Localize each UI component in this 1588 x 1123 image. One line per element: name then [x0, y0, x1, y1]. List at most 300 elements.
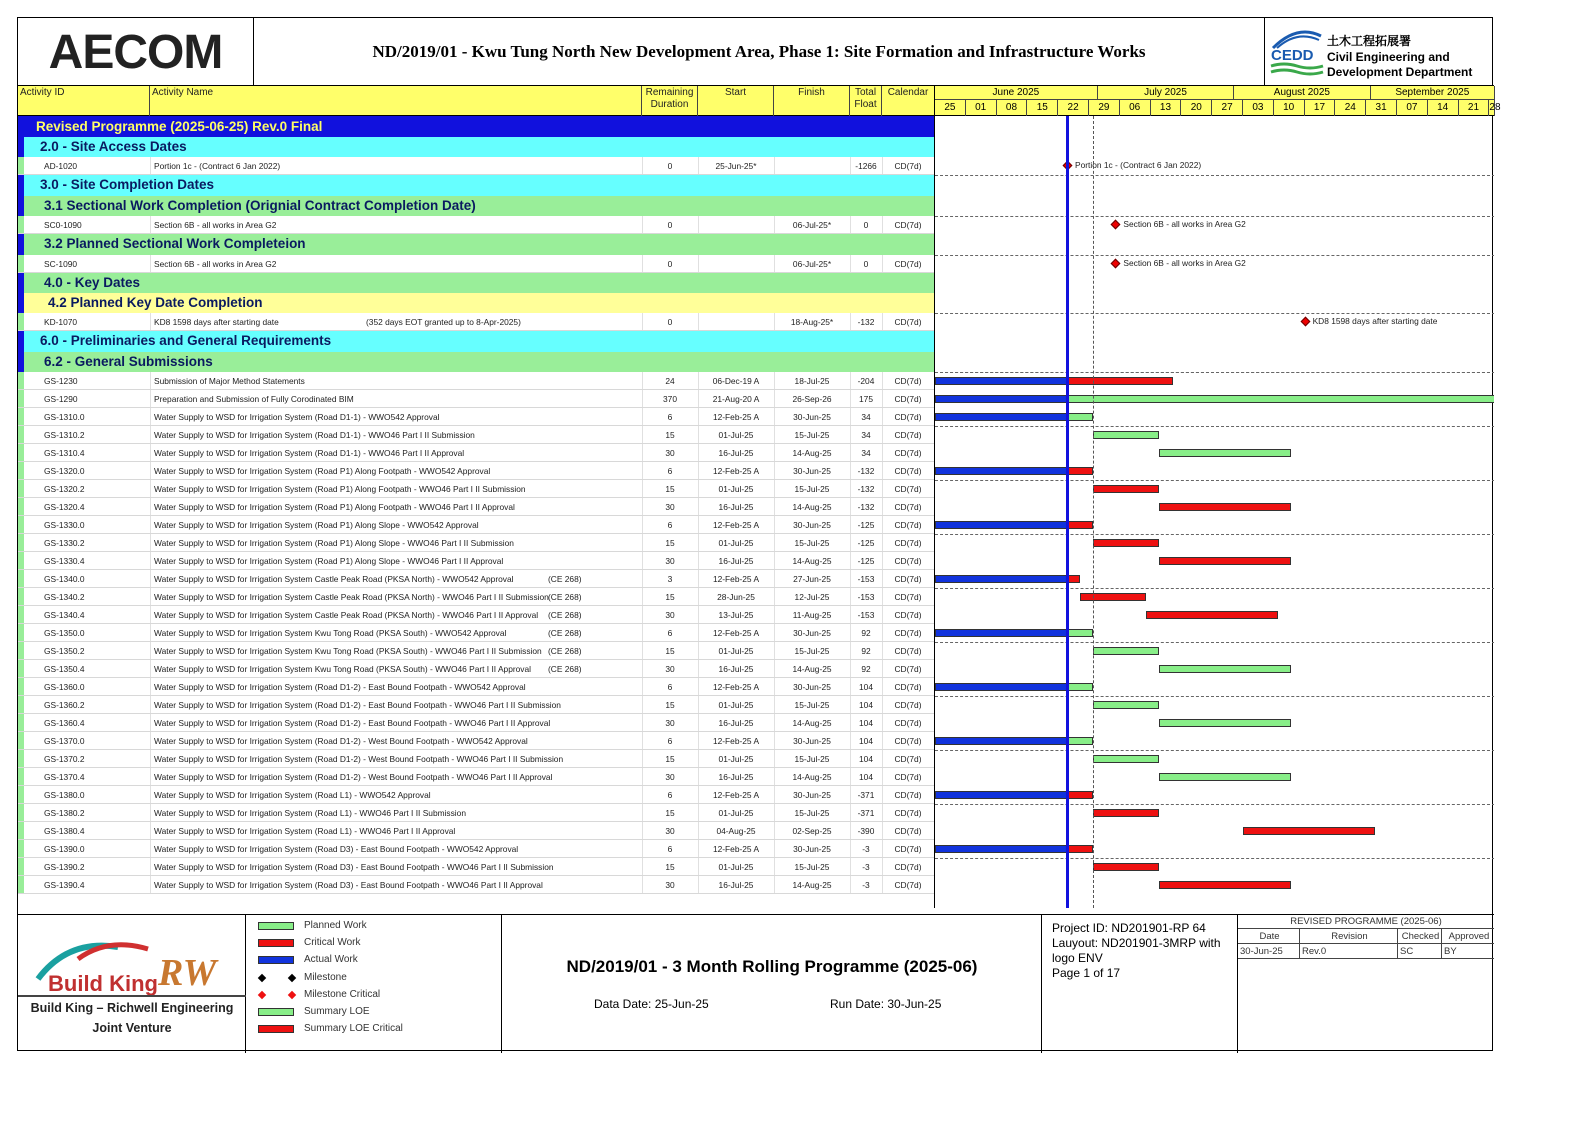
- project-info: [1042, 915, 1238, 1053]
- total-float: -204: [857, 376, 875, 387]
- wbs-indent-strip: [18, 678, 24, 695]
- table-row: [18, 750, 934, 768]
- table-row: [18, 255, 934, 273]
- activity-name: Water Supply to WSD for Irrigation System (Road L1) - WWO46 Part I II Submission: [154, 808, 466, 819]
- legend-swatch: [258, 956, 294, 964]
- remaining-duration: 0: [667, 258, 673, 269]
- critical-work-bar: [1159, 557, 1291, 565]
- week-label: 20: [1181, 100, 1212, 116]
- col-start: Start: [698, 86, 774, 116]
- actual-work-bar: [935, 737, 1067, 745]
- cedd-logo-icon: [1269, 26, 1325, 78]
- legend-item: [256, 936, 496, 950]
- finish-date: 14-Aug-25: [792, 502, 832, 513]
- svg-text:RW: RW: [158, 952, 217, 994]
- finish-date: 14-Aug-25: [792, 664, 832, 675]
- wbs-indent-strip: [18, 157, 24, 174]
- wbs-label: 3.0 - Site Completion Dates: [40, 177, 215, 193]
- finish-date: 06-Jul-25*: [792, 220, 832, 231]
- legend-label: Milestone Critical: [304, 988, 381, 1000]
- actual-work-bar: [935, 395, 1067, 403]
- total-float: -125: [857, 556, 875, 567]
- wbs-band: [18, 196, 934, 216]
- activity-name: Water Supply to WSD for Irrigation System (Road L1) - WWO46 Part I II Approval: [154, 826, 456, 837]
- gantt-reference-line: [1093, 116, 1094, 908]
- activity-name: Water Supply to WSD for Irrigation System (Road D1-2) - East Bound Footpath - WWO46 Part I II Approval: [154, 718, 551, 729]
- critical-work-bar: [1146, 611, 1278, 619]
- remaining-duration: 24: [665, 376, 675, 387]
- activity-id: GS-1330.2: [44, 538, 85, 549]
- actual-work-bar: [935, 791, 1067, 799]
- activity-name: Water Supply to WSD for Irrigation System (Road P1) Along Footpath - WWO542 Approval: [154, 466, 491, 477]
- wbs-indent-strip: [18, 624, 24, 641]
- total-float: -390: [857, 826, 875, 837]
- table-row: [18, 876, 934, 894]
- cedd-english-name-line2: Development Department: [1327, 65, 1473, 79]
- activity-id: GS-1230: [44, 376, 78, 387]
- programme-title: ND/2019/01 - 3 Month Rolling Programme (2025-06): [566, 957, 978, 976]
- total-float: -132: [857, 502, 875, 513]
- revision-header-cell: Approved: [1448, 931, 1490, 942]
- wbs-indent-strip: [18, 313, 24, 330]
- activity-name: Water Supply to WSD for Irrigation System Kwu Tong Road (PKSA South) - WWO46 Part I II Approval: [154, 664, 532, 675]
- finish-date: 26-Sep-26: [792, 394, 832, 405]
- wbs-indent-strip: [18, 696, 24, 713]
- week-label: 03: [1243, 100, 1274, 116]
- remaining-duration: 0: [667, 317, 673, 328]
- table-row: [18, 804, 934, 822]
- remaining-duration: 30: [665, 772, 675, 783]
- remaining-duration: 370: [663, 394, 677, 405]
- finish-date: 18-Jul-25: [794, 376, 830, 387]
- legend-milestone-icon: [288, 973, 296, 981]
- calendar: CD(7d): [894, 682, 922, 693]
- start-date: 13-Jul-25: [718, 610, 754, 621]
- legend-label: Summary LOE: [304, 1006, 370, 1017]
- gantt-group-separator: [935, 534, 1494, 535]
- remaining-duration: 15: [665, 862, 675, 873]
- calendar: CD(7d): [894, 430, 922, 441]
- calendar: CD(7d): [894, 502, 922, 513]
- legend-milestone-icon: [258, 973, 266, 981]
- wbs-indent-strip: [18, 408, 24, 425]
- total-float: -125: [857, 538, 875, 549]
- build-king-logo-icon: [18, 929, 246, 1009]
- start-date: 21-Aug-20 A: [712, 394, 760, 405]
- start-date: 12-Feb-25 A: [712, 790, 760, 801]
- total-float: 104: [859, 754, 873, 765]
- legend: [246, 915, 502, 1053]
- planned-work-bar: [1159, 773, 1291, 781]
- wbs-indent-strip: [18, 293, 24, 313]
- wbs-indent-strip: [18, 352, 24, 372]
- activity-name: Water Supply to WSD for Irrigation System Castle Peak Road (PKSA North) - WWO46 Part I II Submission: [154, 592, 549, 603]
- remaining-duration: 15: [665, 754, 675, 765]
- cedd-chinese-name: 土木工程拓展署: [1327, 34, 1412, 48]
- legend-item: [256, 1022, 496, 1036]
- svg-text:CEDD: CEDD: [1271, 47, 1314, 64]
- activity-id: GS-1370.0: [44, 736, 85, 747]
- finish-date: 27-Jun-25: [793, 574, 831, 585]
- remaining-duration: 15: [665, 592, 675, 603]
- wbs-indent-strip: [18, 175, 24, 195]
- col-activity-id: Activity ID: [18, 86, 150, 116]
- legend-item: [256, 971, 496, 985]
- data-date: Data Date: 25-Jun-25: [594, 997, 709, 1011]
- legend-milestone-icon: [258, 991, 266, 999]
- table-row: [18, 588, 934, 606]
- remaining-duration: 30: [665, 610, 675, 621]
- contractor-name-line2: Joint Venture: [92, 1021, 172, 1035]
- calendar: CD(7d): [894, 790, 922, 801]
- wbs-indent-strip: [18, 552, 24, 569]
- gantt-group-separator: [935, 175, 1494, 176]
- finish-date: 15-Jul-25: [794, 538, 830, 549]
- legend-swatch: [258, 922, 294, 930]
- activity-id: GS-1360.2: [44, 700, 85, 711]
- start-date: 01-Jul-25: [718, 538, 754, 549]
- month-label: August 2025: [1234, 86, 1370, 100]
- wbs-indent-strip: [18, 804, 24, 821]
- programme-info: [502, 915, 1042, 1053]
- finish-date: 06-Jul-25*: [792, 258, 832, 269]
- calendar: CD(7d): [894, 754, 922, 765]
- wbs-label: 3.2 Planned Sectional Work Completeion: [44, 236, 306, 252]
- activity-name: Section 6B - all works in Area G2: [154, 220, 277, 231]
- table-row: [18, 480, 934, 498]
- wbs-indent-strip: [18, 480, 24, 497]
- activity-name: Submission of Major Method Statements: [154, 376, 305, 387]
- contractor-name-line1: Build King – Richwell Engineering: [30, 1001, 234, 1015]
- calendar: CD(7d): [894, 556, 922, 567]
- critical-work-bar: [1159, 881, 1291, 889]
- total-float: 92: [861, 628, 871, 639]
- total-float: 104: [859, 718, 873, 729]
- legend-label: Actual Work: [304, 954, 358, 966]
- layout-name: Lauyout: ND201901-3MRP with logo ENV: [1052, 936, 1221, 965]
- col-calendar: Calendar: [887, 87, 929, 98]
- activity-id: GS-1330.0: [44, 520, 85, 531]
- week-label: 27: [1212, 100, 1243, 116]
- week-label: 22: [1058, 100, 1089, 116]
- activity-id: GS-1380.2: [44, 808, 85, 819]
- activity-id: GS-1370.2: [44, 754, 85, 765]
- activity-name: Water Supply to WSD for Irrigation System (Road D1-1) - WWO46 Part I II Submission: [154, 430, 475, 441]
- month-label: June 2025: [935, 86, 1098, 100]
- legend-swatch: [258, 1008, 294, 1016]
- finish-date: 15-Jul-25: [794, 808, 830, 819]
- planned-work-bar: [1067, 683, 1093, 691]
- critical-work-bar: [1093, 485, 1159, 493]
- table-row: [18, 606, 934, 624]
- gantt-group-separator: [935, 696, 1494, 697]
- wbs-indent-strip: [18, 534, 24, 551]
- calendar: CD(7d): [894, 862, 922, 873]
- revision-cell: 30-Jun-25: [1238, 944, 1300, 959]
- start-date: 06-Dec-19 A: [712, 376, 760, 387]
- start-date: 25-Jun-25*: [715, 161, 757, 172]
- table-row: [18, 552, 934, 570]
- week-label: 24: [1335, 100, 1366, 116]
- wbs-indent-strip: [18, 273, 24, 293]
- calendar: CD(7d): [894, 317, 922, 328]
- planned-work-bar: [1159, 449, 1291, 457]
- wbs-label: 6.0 - Preliminaries and General Requirements: [40, 333, 332, 349]
- calendar: CD(7d): [894, 664, 922, 675]
- table-row: [18, 216, 934, 234]
- wbs-indent-strip: [18, 516, 24, 533]
- activity-name: Section 6B - all works in Area G2: [154, 258, 277, 269]
- total-float: 92: [861, 664, 871, 675]
- total-float: -3: [862, 862, 870, 873]
- wbs-indent-strip: [18, 642, 24, 659]
- wbs-indent-strip: [18, 116, 24, 137]
- calendar: CD(7d): [894, 484, 922, 495]
- total-float: 0: [863, 258, 869, 269]
- activity-name: Water Supply to WSD for Irrigation System (Road D3) - East Bound Footpath - WWO46 Part I II Submission: [154, 862, 554, 873]
- week-label: 31: [1366, 100, 1397, 116]
- calendar: CD(7d): [894, 592, 922, 603]
- contractor-logo-block: [18, 915, 246, 1053]
- week-label: 14: [1428, 100, 1459, 116]
- activity-name: Water Supply to WSD for Irrigation System (Road D1-2) - East Bound Footpath - WWO46 Part I II Submission: [154, 700, 561, 711]
- calendar: CD(7d): [894, 610, 922, 621]
- calendar: CD(7d): [894, 628, 922, 639]
- wbs-indent-strip: [18, 234, 24, 254]
- start-date: 12-Feb-25 A: [712, 736, 760, 747]
- remaining-duration: 6: [667, 520, 673, 531]
- remaining-duration: 15: [665, 430, 675, 441]
- activity-name: Water Supply to WSD for Irrigation System (Road P1) Along Slope - WWO46 Part I II Submission: [154, 538, 514, 549]
- gantt-group-separator: [935, 588, 1494, 589]
- table-row: [18, 696, 934, 714]
- start-date: 12-Feb-25 A: [712, 628, 760, 639]
- activity-id: GS-1320.2: [44, 484, 85, 495]
- total-float: 34: [861, 448, 871, 459]
- critical-work-bar: [1067, 377, 1173, 385]
- activity-note: (CE 268): [548, 664, 582, 675]
- calendar: CD(7d): [894, 376, 922, 387]
- table-row: [18, 408, 934, 426]
- total-float: 104: [859, 700, 873, 711]
- revision-table: [1238, 915, 1494, 1053]
- milestone-critical-mark: [1111, 258, 1121, 268]
- remaining-duration: 6: [667, 844, 673, 855]
- calendar: CD(7d): [894, 412, 922, 423]
- remaining-duration: 15: [665, 646, 675, 657]
- project-id: Project ID: ND201901-RP 64: [1052, 921, 1206, 935]
- legend-label: Critical Work: [304, 937, 361, 949]
- total-float: -132: [857, 466, 875, 477]
- start-date: 12-Feb-25 A: [712, 574, 760, 585]
- wbs-indent-strip: [18, 390, 24, 407]
- activity-id: KD-1070: [44, 317, 78, 328]
- start-date: 01-Jul-25: [718, 862, 754, 873]
- wbs-band: [18, 116, 934, 137]
- gantt-group-separator: [935, 642, 1494, 643]
- activity-name: Water Supply to WSD for Irrigation System (Road D1-1) - WWO46 Part I II Approval: [154, 448, 465, 459]
- wbs-band: [18, 331, 934, 351]
- finish-date: 14-Aug-25: [792, 880, 832, 891]
- legend-item: [256, 988, 496, 1002]
- legend-milestone-icon: [288, 991, 296, 999]
- revision-header-cell: Revision: [1300, 929, 1398, 944]
- finish-date: 15-Jul-25: [794, 700, 830, 711]
- activity-id: GS-1350.0: [44, 628, 85, 639]
- week-label: 17: [1305, 100, 1336, 116]
- calendar: CD(7d): [894, 220, 922, 231]
- start-date: 16-Jul-25: [718, 556, 754, 567]
- gantt-group-separator: [935, 372, 1494, 373]
- activity-name: Water Supply to WSD for Irrigation System Castle Peak Road (PKSA North) - WWO542 Approval: [154, 574, 514, 585]
- wbs-indent-strip: [18, 570, 24, 587]
- programme-sheet: [17, 17, 1501, 1051]
- total-float: -371: [857, 790, 875, 801]
- finish-date: 18-Aug-25*: [790, 317, 834, 328]
- activity-id: GS-1290: [44, 394, 78, 405]
- legend-swatch: [258, 939, 294, 947]
- finish-date: 14-Aug-25: [792, 718, 832, 729]
- table-row: [18, 714, 934, 732]
- critical-work-bar: [1093, 539, 1159, 547]
- remaining-duration: 6: [667, 790, 673, 801]
- remaining-duration: 15: [665, 808, 675, 819]
- wbs-indent-strip: [18, 216, 24, 233]
- start-date: 16-Jul-25: [718, 664, 754, 675]
- page-number: Page 1 of 17: [1052, 966, 1121, 980]
- activity-name: Water Supply to WSD for Irrigation System (Road D1-2) - West Bound Footpath - WWO542 Approval: [154, 736, 528, 747]
- aecom-logo: [18, 18, 254, 86]
- remaining-duration: 6: [667, 466, 673, 477]
- finish-date: 14-Aug-25: [792, 448, 832, 459]
- wbs-band: [18, 175, 934, 195]
- calendar: CD(7d): [894, 826, 922, 837]
- data-date-line: [1066, 116, 1069, 908]
- remaining-duration: 30: [665, 502, 675, 513]
- activity-id: SC0-1090: [44, 220, 82, 231]
- critical-work-bar: [1067, 467, 1093, 475]
- milestone-label: KD8 1598 days after starting date: [1312, 316, 1438, 327]
- table-row: [18, 313, 934, 331]
- table-row: [18, 732, 934, 750]
- wbs-band: [18, 273, 934, 293]
- activity-id: GS-1360.0: [44, 682, 85, 693]
- critical-work-bar: [1243, 827, 1375, 835]
- wbs-indent-strip: [18, 840, 24, 857]
- finish-date: 11-Aug-25: [792, 610, 832, 621]
- wbs-label: 2.0 - Site Access Dates: [40, 139, 187, 154]
- wbs-label: 4.0 - Key Dates: [44, 274, 141, 290]
- gantt-chart: [934, 116, 1494, 908]
- wbs-indent-strip: [18, 331, 24, 351]
- start-date: 01-Jul-25: [718, 484, 754, 495]
- finish-date: 15-Jul-25: [794, 754, 830, 765]
- start-date: 01-Jul-25: [718, 700, 754, 711]
- activity-id: GS-1340.0: [44, 574, 85, 585]
- activity-id: GS-1380.4: [44, 826, 85, 837]
- timeline-header: [934, 86, 1501, 116]
- calendar: CD(7d): [894, 258, 922, 269]
- activity-name: Water Supply to WSD for Irrigation System (Road L1) - WWO542 Approval: [154, 790, 431, 801]
- table-row: [18, 390, 934, 408]
- activity-name: Water Supply to WSD for Irrigation System (Road D3) - East Bound Footpath - WWO46 Part I II Approval: [154, 880, 543, 891]
- activity-id: GS-1320.0: [44, 466, 85, 477]
- calendar: CD(7d): [894, 448, 922, 459]
- wbs-indent-strip: [18, 498, 24, 515]
- start-date: 12-Feb-25 A: [712, 520, 760, 531]
- wbs-band: [18, 137, 934, 157]
- critical-work-bar: [1067, 791, 1093, 799]
- total-float: 175: [859, 394, 873, 405]
- finish-date: 15-Jul-25: [794, 646, 830, 657]
- col-activity-name: Activity Name: [150, 86, 642, 116]
- remaining-duration: 15: [665, 700, 675, 711]
- milestone-label: Section 6B - all works in Area G2: [1123, 257, 1246, 268]
- milestone-critical-mark: [1300, 317, 1310, 327]
- actual-work-bar: [935, 521, 1067, 529]
- wbs-band: [18, 234, 934, 254]
- activity-note: (CE 268): [548, 574, 582, 585]
- finish-date: 30-Jun-25: [793, 466, 831, 477]
- revision-cell: SC: [1398, 944, 1442, 959]
- actual-work-bar: [935, 845, 1067, 853]
- remaining-duration: 15: [665, 538, 675, 549]
- revision-title: REVISED PROGRAMME (2025-06): [1238, 915, 1494, 929]
- activity-name: Portion 1c - (Contract 6 Jan 2022): [154, 161, 281, 172]
- remaining-duration: 6: [667, 736, 673, 747]
- col-finish: Finish: [774, 86, 850, 116]
- wbs-label: 4.2 Planned Key Date Completion: [48, 295, 263, 310]
- week-label: 28: [1489, 100, 1495, 116]
- milestone-label: Portion 1c - (Contract 6 Jan 2022): [1075, 160, 1202, 171]
- page-footer: [18, 914, 1494, 1052]
- remaining-duration: 30: [665, 556, 675, 567]
- gantt-group-separator: [935, 480, 1494, 481]
- aecom-logo-text: AECOM: [48, 25, 223, 79]
- table-row: [18, 516, 934, 534]
- wbs-indent-strip: [18, 606, 24, 623]
- wbs-indent-strip: [18, 768, 24, 785]
- finish-date: 15-Jul-25: [794, 430, 830, 441]
- critical-work-bar: [1067, 845, 1093, 853]
- revision-header-cell: Checked: [1398, 929, 1442, 944]
- start-date: 16-Jul-25: [718, 772, 754, 783]
- calendar: CD(7d): [894, 718, 922, 729]
- start-date: 12-Feb-25 A: [712, 844, 760, 855]
- calendar: CD(7d): [894, 466, 922, 477]
- table-row: [18, 534, 934, 552]
- calendar: CD(7d): [894, 646, 922, 657]
- critical-work-bar: [1093, 809, 1159, 817]
- wbs-indent-strip: [18, 444, 24, 461]
- milestone-label: Section 6B - all works in Area G2: [1123, 219, 1246, 230]
- activity-id: GS-1330.4: [44, 556, 85, 567]
- table-row: [18, 444, 934, 462]
- col-remaining-duration: Remaining Duration: [642, 86, 698, 116]
- remaining-duration: 3: [667, 574, 673, 585]
- table-column-header: [18, 86, 934, 116]
- wbs-band: [18, 352, 934, 372]
- legend-label: Planned Work: [304, 920, 367, 931]
- start-date: 16-Jul-25: [718, 880, 754, 891]
- activity-note: (CE 268): [548, 592, 582, 603]
- finish-date: 14-Aug-25: [792, 772, 832, 783]
- table-row: [18, 498, 934, 516]
- activity-id: GS-1390.0: [44, 844, 85, 855]
- wbs-label: 3.1 Sectional Work Completion (Orignial Contract Completion Date): [44, 197, 476, 213]
- wbs-band: [18, 293, 934, 313]
- remaining-duration: 30: [665, 664, 675, 675]
